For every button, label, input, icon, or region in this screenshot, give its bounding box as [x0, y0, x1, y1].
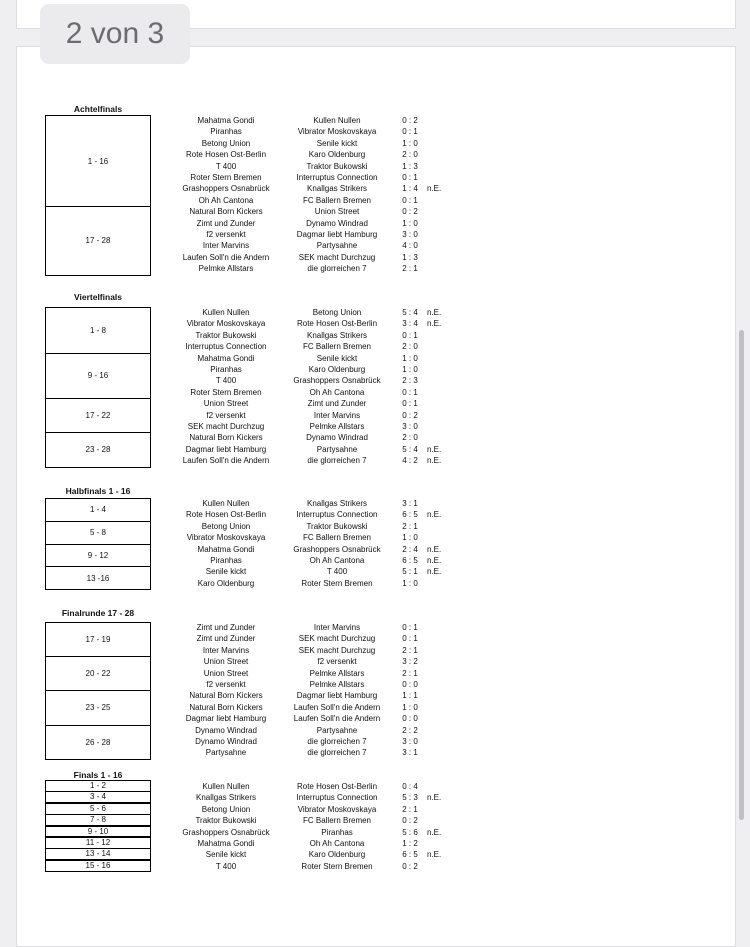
match-row	[0, 690, 750, 701]
match-row	[0, 555, 750, 566]
penalty-note: n.E.	[427, 793, 442, 803]
away-team: Pelmke Allstars	[309, 668, 365, 678]
penalty-note: n.E.	[427, 556, 442, 565]
match-row	[0, 544, 750, 555]
bracket-group-label: 17 - 19	[85, 635, 111, 645]
away-team: FC Ballern Bremen	[302, 195, 372, 205]
away-team: Traktor Bukowski	[306, 521, 368, 531]
away-team: Laufen Soll'n die Andern	[293, 714, 381, 724]
match-score: 2 : 1	[402, 521, 418, 531]
home-team: Oh Ah Cantona	[198, 195, 254, 205]
match-score: 0 : 2	[402, 861, 418, 871]
away-team: Interruptus Connection	[296, 510, 378, 520]
match-score: 1 : 0	[402, 353, 418, 363]
home-team: Grashoppers Osnabrück	[182, 184, 270, 194]
home-team: Piranhas	[210, 127, 242, 137]
away-team: Karo Oldenburg	[308, 850, 366, 860]
bracket-group: 9 - 10	[45, 826, 151, 838]
home-team: f2 versenkt	[206, 230, 246, 239]
home-team: Mahatma Gondi	[197, 353, 255, 363]
home-team: Natural Born Kickers	[189, 691, 263, 701]
match-score: 1 : 0	[402, 365, 418, 374]
match-row	[0, 375, 750, 386]
penalty-note: n.E.	[427, 319, 442, 329]
penalty-note: n.E.	[427, 850, 442, 860]
home-team: Mahatma Gondi	[197, 839, 255, 848]
match-score: 6 : 5	[402, 556, 418, 565]
match-score: 4 : 2	[402, 456, 418, 466]
bracket-group-label: 5 - 8	[89, 528, 106, 538]
match-score: 5 : 3	[402, 793, 418, 803]
match-row	[0, 781, 750, 792]
away-team: Vibrator Moskovskaya	[297, 804, 377, 814]
away-team: Oh Ah Cantona	[309, 839, 365, 848]
match-row	[0, 532, 750, 543]
match-row	[0, 149, 750, 160]
match-score: 1 : 3	[402, 161, 418, 171]
home-team: Traktor Bukowski	[195, 816, 257, 826]
bracket-group-label: 20 - 22	[85, 669, 111, 679]
match-row	[0, 838, 750, 849]
match-score: 5 : 4	[402, 444, 418, 454]
home-team: Dagmar liebt Hamburg	[185, 444, 267, 454]
match-score: 0 : 4	[402, 782, 418, 791]
match-score: 0 : 1	[402, 623, 418, 632]
match-row	[0, 827, 750, 838]
away-team: Senile kickt	[316, 138, 358, 148]
match-score: 0 : 1	[402, 330, 418, 340]
away-team: Grashoppers Osnabrück	[293, 376, 381, 386]
bracket-group: 7 - 8	[45, 814, 151, 826]
home-team: Grashoppers Osnabrück	[182, 827, 270, 837]
match-score: 3 : 1	[402, 499, 418, 508]
match-row	[0, 240, 750, 251]
match-score: 0 : 1	[402, 387, 418, 397]
bracket-group: 1 - 2	[45, 780, 151, 792]
match-row	[0, 668, 750, 679]
match-row	[0, 387, 750, 398]
away-team: Zimt und Zunder	[307, 399, 367, 409]
away-team: die glorreichen 7	[307, 264, 367, 274]
match-score: 5 : 6	[402, 827, 418, 837]
away-team: Interruptus Connection	[296, 173, 378, 182]
match-row	[0, 307, 750, 318]
home-team: Kullen Nullen	[202, 308, 250, 317]
home-team: Zimt und Zunder	[196, 623, 256, 632]
bracket-group: 5 - 6	[45, 803, 151, 815]
away-team: Rote Hosen Ost-Berlin	[296, 782, 378, 791]
home-team: Union Street	[203, 657, 249, 667]
match-score: 2 : 0	[402, 433, 418, 443]
home-team: Natural Born Kickers	[189, 433, 263, 443]
match-row	[0, 498, 750, 509]
page-indicator: 2 von 3	[40, 4, 190, 64]
match-row	[0, 229, 750, 240]
penalty-note: n.E.	[427, 544, 442, 554]
match-score: 3 : 2	[402, 657, 418, 667]
away-team: Union Street	[314, 207, 360, 217]
home-team: Union Street	[203, 399, 249, 409]
home-team: T 400	[215, 861, 237, 871]
home-team: T 400	[215, 376, 237, 386]
away-team: Traktor Bukowski	[306, 161, 368, 171]
match-row	[0, 398, 750, 409]
section-title: Finalrunde 17 - 28	[61, 608, 135, 618]
match-row	[0, 633, 750, 644]
home-team: T 400	[215, 161, 237, 171]
away-team: Partysahne	[316, 444, 358, 454]
away-team: SEK macht Durchzug	[298, 645, 376, 655]
match-score: 2 : 1	[402, 804, 418, 814]
match-row	[0, 713, 750, 724]
home-team: Betong Union	[201, 804, 251, 814]
home-team: Piranhas	[210, 365, 242, 374]
away-team: Pelmke Allstars	[309, 422, 365, 431]
away-team: Kullen Nullen	[313, 116, 361, 125]
away-team: Piranhas	[321, 827, 353, 837]
away-team: Roter Stern Bremen	[301, 861, 373, 871]
away-team: Pelmke Allstars	[309, 680, 365, 689]
home-team: Inter Marvins	[202, 241, 250, 251]
match-row	[0, 172, 750, 183]
away-team: Partysahne	[316, 725, 358, 735]
bracket-group-label: 1 - 8	[89, 325, 106, 335]
home-team: Natural Born Kickers	[189, 702, 263, 712]
match-row	[0, 115, 750, 126]
match-score: 1 : 0	[402, 138, 418, 148]
away-team: Oh Ah Cantona	[309, 387, 365, 397]
match-score: 2 : 1	[402, 264, 418, 274]
away-team: Karo Oldenburg	[308, 365, 366, 374]
home-team: Dynamo Windrad	[195, 737, 257, 746]
away-team: SEK macht Durchzug	[298, 634, 376, 644]
bracket-group-label: 17 - 28	[85, 236, 111, 246]
match-row	[0, 195, 750, 206]
match-row	[0, 138, 750, 149]
match-row	[0, 804, 750, 815]
home-team: Piranhas	[210, 556, 242, 565]
match-score: 2 : 1	[402, 668, 418, 678]
away-team: Roter Stern Bremen	[301, 578, 373, 588]
match-row	[0, 126, 750, 137]
home-team: Kullen Nullen	[202, 782, 250, 791]
match-score: 6 : 5	[402, 510, 418, 520]
home-team: Mahatma Gondi	[197, 544, 255, 554]
home-team: Union Street	[203, 668, 249, 678]
away-team: f2 versenkt	[317, 657, 357, 667]
home-team: Partysahne	[205, 748, 247, 758]
match-row	[0, 792, 750, 803]
match-score: 1 : 1	[402, 691, 418, 701]
section-title: Viertelfinals	[73, 292, 123, 302]
match-score: 0 : 1	[402, 634, 418, 644]
home-team: Betong Union	[201, 521, 251, 531]
away-team: Dynamo Windrad	[306, 433, 368, 443]
match-score: 5 : 1	[402, 567, 418, 577]
bracket-group: 15 - 16	[45, 860, 151, 872]
away-team: Vibrator Moskovskaya	[297, 127, 377, 137]
home-team: Vibrator Moskovskaya	[186, 533, 266, 543]
match-score: 1 : 0	[402, 702, 418, 712]
bracket-group-label: 17 - 22	[85, 411, 111, 421]
match-score: 0 : 0	[402, 680, 418, 689]
home-team: Mahatma Gondi	[197, 116, 255, 125]
match-score: 2 : 1	[402, 645, 418, 655]
home-team: Knallgas Strikers	[195, 793, 257, 803]
section-title: Achtelfinals	[73, 104, 123, 114]
match-row	[0, 218, 750, 229]
match-score: 1 : 4	[402, 184, 418, 194]
away-team: Dagmar liebt Hamburg	[296, 230, 378, 239]
home-team: Betong Union	[201, 138, 251, 148]
match-score: 0 : 1	[402, 195, 418, 205]
match-row	[0, 330, 750, 341]
bracket-group: 3 - 4	[45, 791, 151, 803]
bracket-group: 13 - 14	[45, 848, 151, 860]
match-score: 1 : 3	[402, 252, 418, 262]
match-row	[0, 736, 750, 747]
penalty-note: n.E.	[427, 827, 442, 837]
bracket-group-label: 1 - 4	[89, 505, 106, 515]
home-team: SEK macht Durchzug	[187, 422, 265, 431]
match-score: 0 : 2	[402, 207, 418, 217]
home-team: Vibrator Moskovskaya	[186, 319, 266, 329]
match-row	[0, 509, 750, 520]
away-team: Knallgas Strikers	[306, 330, 368, 340]
bracket-group-label: 13 -16	[86, 573, 110, 583]
match-row	[0, 455, 750, 466]
match-row	[0, 849, 750, 860]
match-row	[0, 521, 750, 532]
match-row	[0, 578, 750, 589]
home-team: Roter Stern Bremen	[190, 387, 262, 397]
away-team: Senile kickt	[316, 353, 358, 363]
match-score: 6 : 5	[402, 850, 418, 860]
match-score: 3 : 0	[402, 422, 418, 431]
home-team: Dagmar liebt Hamburg	[185, 714, 267, 724]
away-team: Interruptus Connection	[296, 793, 378, 803]
section-title: Halbfinals 1 - 16	[65, 486, 131, 496]
home-team: Traktor Bukowski	[195, 330, 257, 340]
bracket-group-label: 26 - 28	[85, 737, 111, 747]
home-team: Rote Hosen Ost-Berlin	[185, 510, 267, 520]
penalty-note: n.E.	[427, 567, 442, 577]
penalty-note: n.E.	[427, 510, 442, 520]
match-score: 1 : 0	[402, 533, 418, 543]
home-team: Kullen Nullen	[202, 499, 250, 508]
home-team: Roter Stern Bremen	[190, 173, 262, 182]
home-team: Rote Hosen Ost-Berlin	[185, 150, 267, 160]
home-team: Zimt und Zunder	[196, 218, 256, 228]
penalty-note: n.E.	[427, 444, 442, 454]
match-row	[0, 318, 750, 329]
match-score: 0 : 2	[402, 116, 418, 125]
home-team: Inter Marvins	[202, 645, 250, 655]
match-score: 0 : 0	[402, 714, 418, 724]
away-team: Partysahne	[316, 241, 358, 251]
away-team: Dynamo Windrad	[306, 218, 368, 228]
home-team: Laufen Soll'n die Andern	[182, 456, 270, 466]
away-team: Grashoppers Osnabrück	[293, 544, 381, 554]
penalty-note: n.E.	[427, 456, 442, 466]
penalty-note: n.E.	[427, 308, 442, 317]
home-team: Natural Born Kickers	[189, 207, 263, 217]
match-score: 0 : 1	[402, 127, 418, 137]
match-score: 2 : 4	[402, 544, 418, 554]
match-row	[0, 206, 750, 217]
match-row	[0, 702, 750, 713]
match-score: 0 : 1	[402, 173, 418, 182]
away-team: Laufen Soll'n die Andern	[293, 702, 381, 712]
away-team: Betong Union	[312, 308, 362, 317]
away-team: Oh Ah Cantona	[309, 556, 365, 565]
match-score: 3 : 0	[402, 230, 418, 239]
home-team: f2 versenkt	[206, 680, 246, 689]
away-team: FC Ballern Bremen	[302, 342, 372, 352]
match-score: 1 : 2	[402, 839, 418, 848]
match-score: 2 : 2	[402, 725, 418, 735]
match-score: 1 : 0	[402, 218, 418, 228]
match-score: 5 : 4	[402, 308, 418, 317]
match-row	[0, 341, 750, 352]
match-score: 3 : 1	[402, 748, 418, 758]
match-row	[0, 252, 750, 263]
home-team: Zimt und Zunder	[196, 634, 256, 644]
home-team: Dynamo Windrad	[195, 725, 257, 735]
match-row	[0, 444, 750, 455]
bracket-group-label: 1 - 16	[87, 156, 109, 166]
match-score: 4 : 0	[402, 241, 418, 251]
match-row	[0, 861, 750, 872]
bracket-group: 11 - 12	[45, 837, 151, 849]
away-team: SEK macht Durchzug	[298, 252, 376, 262]
match-row	[0, 679, 750, 690]
home-team: Senile kickt	[205, 850, 247, 860]
match-score: 1 : 0	[402, 578, 418, 588]
match-row	[0, 183, 750, 194]
away-team: T 400	[326, 567, 348, 577]
away-team: Rote Hosen Ost-Berlin	[296, 319, 378, 329]
away-team: die glorreichen 7	[307, 456, 367, 466]
match-score: 3 : 4	[402, 319, 418, 329]
match-score: 2 : 0	[402, 150, 418, 160]
bracket-group-label: 23 - 28	[85, 445, 111, 455]
match-score: 0 : 1	[402, 399, 418, 409]
away-team: FC Ballern Bremen	[302, 533, 372, 543]
section-title: Finals 1 - 16	[73, 770, 123, 780]
away-team: Knallgas Strikers	[306, 184, 368, 194]
match-score: 0 : 2	[402, 410, 418, 420]
match-row	[0, 421, 750, 432]
match-row	[0, 263, 750, 274]
match-row	[0, 566, 750, 577]
match-row	[0, 353, 750, 364]
home-team: Karo Oldenburg	[197, 578, 255, 588]
match-row	[0, 747, 750, 758]
penalty-note: n.E.	[427, 184, 442, 194]
home-team: Interruptus Connection	[185, 342, 267, 352]
away-team: Dagmar liebt Hamburg	[296, 691, 378, 701]
match-row	[0, 656, 750, 667]
match-row	[0, 622, 750, 633]
match-row	[0, 645, 750, 656]
match-row	[0, 432, 750, 443]
bracket-group-label: 9 - 16	[87, 371, 109, 381]
match-row	[0, 161, 750, 172]
away-team: Karo Oldenburg	[308, 150, 366, 160]
away-team: Knallgas Strikers	[306, 499, 368, 508]
bracket-group-label: 9 - 12	[87, 550, 109, 560]
match-row	[0, 815, 750, 826]
away-team: FC Ballern Bremen	[302, 816, 372, 826]
match-score: 2 : 3	[402, 376, 418, 386]
home-team: f2 versenkt	[206, 410, 246, 420]
match-row	[0, 364, 750, 375]
match-score: 3 : 0	[402, 737, 418, 746]
match-row	[0, 410, 750, 421]
away-team: Inter Marvins	[313, 623, 361, 632]
match-row	[0, 725, 750, 736]
home-team: Senile kickt	[205, 567, 247, 577]
away-team: die glorreichen 7	[307, 748, 367, 758]
away-team: die glorreichen 7	[307, 737, 367, 746]
bracket-group-label: 23 - 25	[85, 703, 111, 713]
away-team: Inter Marvins	[313, 410, 361, 420]
home-team: Pelmke Allstars	[198, 264, 254, 274]
match-score: 2 : 0	[402, 342, 418, 352]
home-team: Laufen Soll'n die Andern	[182, 252, 270, 262]
match-score: 0 : 2	[402, 816, 418, 826]
